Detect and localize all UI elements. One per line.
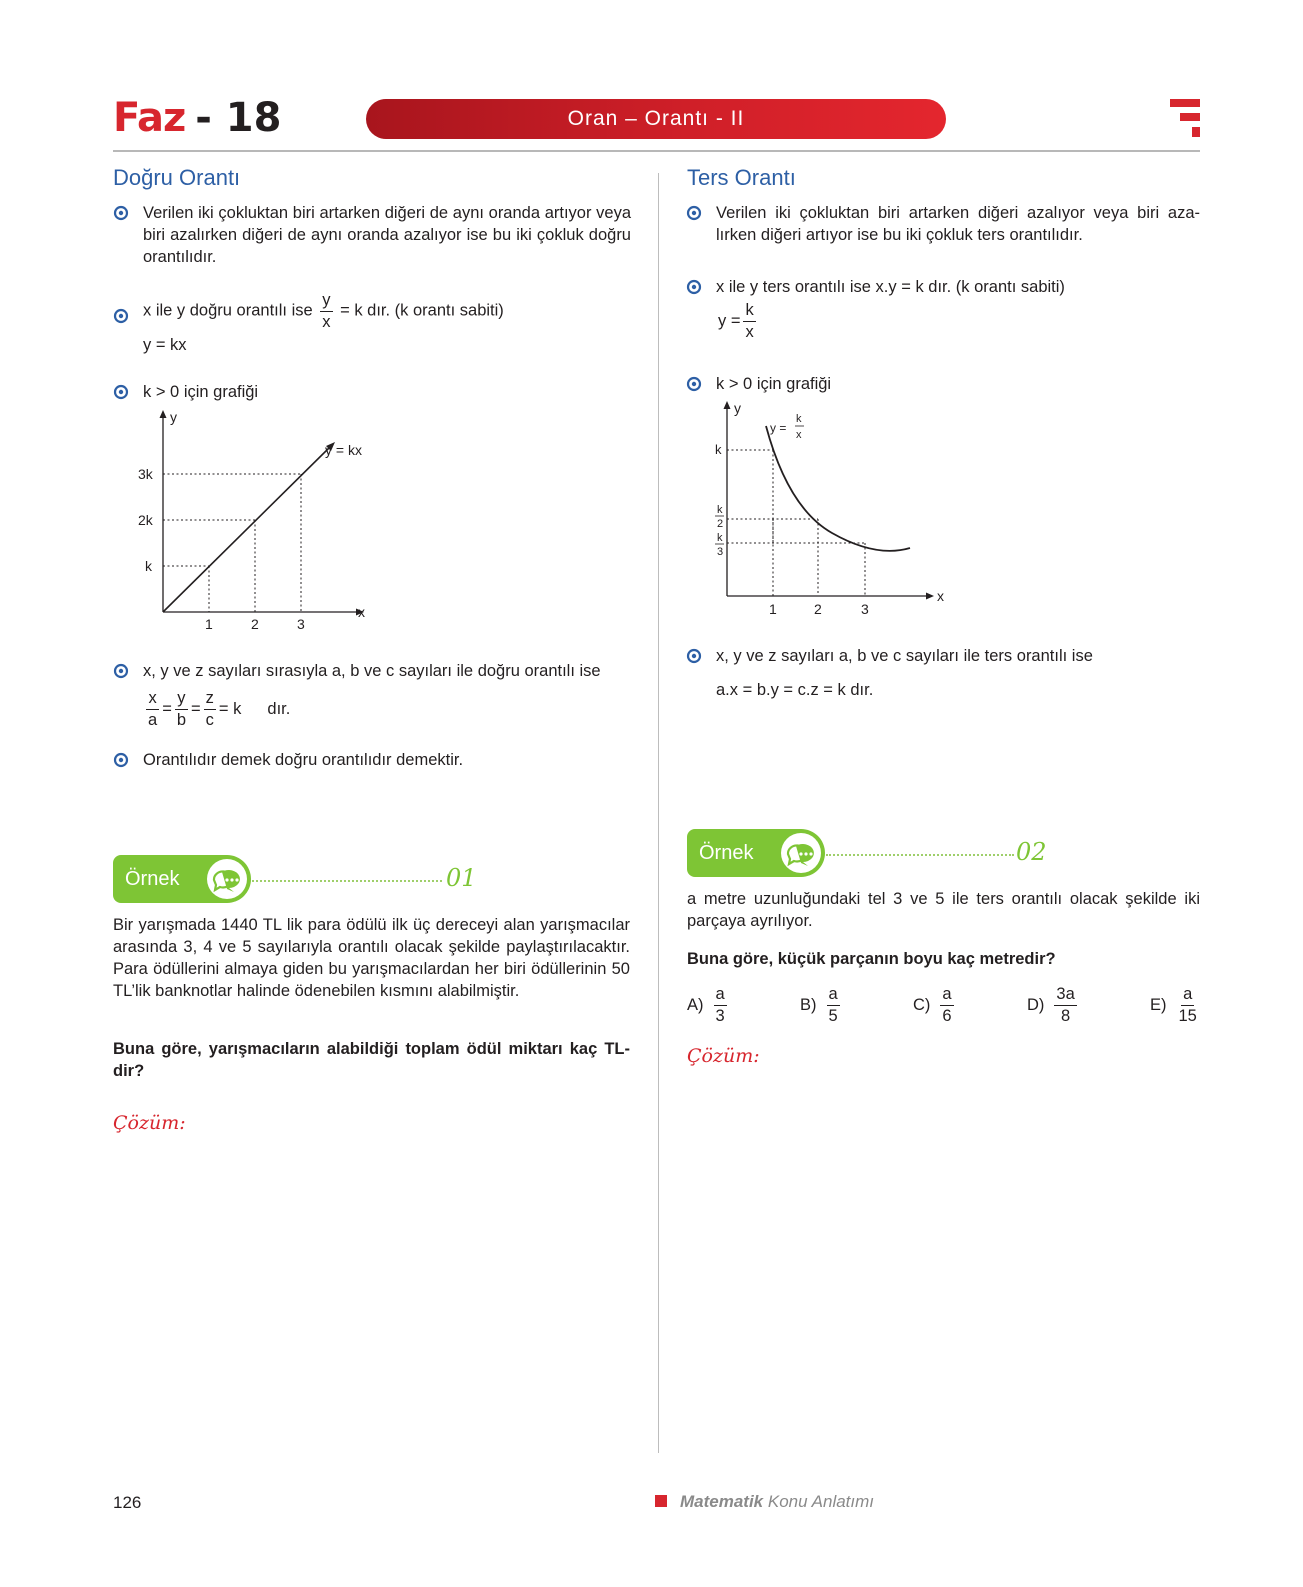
target-bullet-icon bbox=[686, 279, 702, 295]
formula-suffix: = k dır. (k orantı sabiti) bbox=[340, 301, 504, 320]
choice-letter: E) bbox=[1150, 995, 1167, 1014]
equals-sign: = bbox=[191, 700, 201, 718]
bullet-three-inverse: x, y ve z sayıları a, b ve c sayıları ile ters orantılı ise bbox=[716, 647, 1093, 665]
solution-label-01: Çözüm: bbox=[113, 1112, 186, 1134]
fraction-y-over-x: $\frac{y}{x}$ bbox=[322, 291, 331, 331]
x-tick-3: 3 bbox=[861, 601, 869, 617]
dotted-leader bbox=[826, 854, 1014, 856]
example-02-question: Buna göre, küçük parçanın boyu kaç metredir? bbox=[687, 950, 1056, 968]
target-bullet-icon bbox=[113, 752, 129, 768]
choice-d[interactable] bbox=[1027, 986, 1080, 1024]
choice-a[interactable] bbox=[687, 986, 730, 1024]
x-tick-2: 2 bbox=[814, 601, 822, 617]
choice-letter: C) bbox=[913, 995, 931, 1014]
formula-prefix: x ile y doğru orantılı ise bbox=[143, 301, 313, 320]
x-tick-1: 1 bbox=[769, 601, 777, 617]
graph-caption-ters: k > 0 için grafiği bbox=[716, 375, 832, 393]
curve-label: y = bbox=[770, 421, 787, 435]
target-bullet-icon bbox=[113, 205, 129, 221]
choice-c[interactable] bbox=[913, 986, 957, 1024]
section-heading-dogru: Doğru Orantı bbox=[113, 165, 241, 190]
ornek-label: Örnek bbox=[699, 842, 754, 864]
line-label: y = kx bbox=[325, 442, 362, 458]
equals-sign: = bbox=[162, 700, 172, 718]
target-bullet-icon bbox=[686, 205, 702, 221]
target-bullet-icon bbox=[113, 308, 129, 324]
choice-fraction: $\frac{a}{6}$ bbox=[942, 985, 952, 1025]
y-tick-k3-den: 3 bbox=[717, 546, 724, 558]
choice-fraction: $\frac{3a}{8}$ bbox=[1056, 985, 1075, 1025]
x-tick-1: 1 bbox=[205, 616, 213, 632]
inverse-proportion-graph bbox=[700, 398, 960, 620]
example-02-text: a metre uzunluğundaki tel 3 ve 5 ile ters orantılı olacak şekilde iki parçaya ayrılıyor. bbox=[687, 890, 1200, 930]
footer-book-bold: Matematik bbox=[680, 1492, 764, 1511]
choice-fraction: $\frac{a}{3}$ bbox=[715, 985, 725, 1025]
choice-letter: B) bbox=[800, 995, 817, 1014]
ornek-label: Örnek bbox=[125, 868, 180, 890]
y-axis-arrow bbox=[724, 401, 731, 409]
target-bullet-icon bbox=[113, 663, 129, 679]
y-tick-k3-num: k bbox=[717, 532, 723, 544]
ornek-badge-02 bbox=[687, 829, 825, 877]
bullet-three-ratios: x, y ve z sayıları sırasıyla a, b ve c sayıları ile doğru orantılı ise bbox=[143, 662, 601, 680]
formula-lhs: y = bbox=[718, 312, 741, 330]
target-bullet-icon bbox=[686, 648, 702, 664]
y-axis-arrow bbox=[160, 410, 167, 418]
bullet-formula bbox=[143, 292, 643, 330]
fraction-k-over-x: $\frac{k}{x}$ bbox=[745, 301, 754, 341]
y-axis-label: y bbox=[170, 410, 177, 425]
footer-book-title bbox=[680, 1492, 874, 1512]
inverse-equation: a.x = b.y = c.z = k dır. bbox=[716, 681, 874, 699]
example-01-question: Buna göre, yarışmacıların alabildiği toplam ödül miktarı kaç TL-dir? bbox=[113, 1040, 630, 1080]
example-01-text: Bir yarışmada 1440 TL lik para ödülü ilk üç dereceyi alan yarışmacılar arasında 3, 4 ve 5 sayılarıyla orantılı olacak şekilde paylaştırılacaktır. Para ödüllerini almaya giden bu yarışmacılardan her biri ödüllerinin 50 TL’lik banknotlar halinde ödenebilen kısmını alabilmiştir. bbox=[113, 916, 630, 1000]
y-tick-k2-den: 2 bbox=[717, 518, 724, 530]
formula-y-kx: y = kx bbox=[143, 336, 187, 354]
column-divider bbox=[658, 173, 659, 1453]
unit-number: - 18 bbox=[195, 95, 282, 141]
bullet-formula-ters: x ile y ters orantılı ise x.y = k dır. (k orantı sabiti) bbox=[716, 278, 1065, 296]
curve-den: x bbox=[796, 429, 802, 441]
section-heading-ters: Ters Orantı bbox=[687, 165, 796, 190]
formula-y-k-over-x bbox=[718, 302, 759, 340]
solution-label-02: Çözüm: bbox=[687, 1045, 760, 1067]
direct-proportion-graph bbox=[120, 410, 380, 635]
graph-caption: k > 0 için grafiği bbox=[143, 383, 259, 401]
y-tick-k2-num: k bbox=[717, 504, 723, 516]
choice-fraction: $\frac{a}{15}$ bbox=[1178, 985, 1197, 1025]
choice-b[interactable] bbox=[800, 986, 843, 1024]
speech-bubble-icon bbox=[207, 859, 247, 899]
y-tick-2k: 2k bbox=[138, 512, 153, 528]
y-axis-label: y bbox=[734, 400, 741, 416]
y-tick-3k: 3k bbox=[138, 466, 153, 482]
target-bullet-icon bbox=[686, 376, 702, 392]
brand-wordmark: Faz bbox=[113, 95, 186, 141]
bullet-definition-ters: Verilen iki çokluktan biri artarken diğeri azalıyor veya biri aza-lırken diğeri artıyor ise bu iki çokluk ters orantılıdır. bbox=[716, 204, 1200, 244]
dir-suffix: dır. bbox=[267, 700, 291, 718]
ornek-badge-01 bbox=[113, 855, 251, 903]
ornek-number-02: 02 bbox=[1016, 838, 1047, 866]
fraction-z-c: $\frac{z}{c}$ bbox=[205, 689, 214, 729]
x-tick-3: 3 bbox=[297, 616, 305, 632]
footer-square-icon bbox=[655, 1495, 667, 1507]
choice-letter: A) bbox=[687, 995, 704, 1014]
hyperbola-curve bbox=[766, 426, 910, 551]
faz-logo bbox=[113, 96, 281, 140]
choice-letter: D) bbox=[1027, 995, 1045, 1014]
chapter-title-bar bbox=[366, 99, 946, 139]
guide-lines bbox=[727, 450, 865, 596]
y-tick-k: k bbox=[715, 442, 722, 457]
corner-logo-mark bbox=[1170, 99, 1200, 139]
header-divider bbox=[113, 150, 1200, 152]
target-bullet-icon bbox=[113, 384, 129, 400]
choice-fraction: $\frac{a}{5}$ bbox=[828, 985, 838, 1025]
x-axis-label: x bbox=[358, 604, 365, 620]
equals-k: = k bbox=[218, 700, 242, 718]
fraction-y-b: $\frac{y}{b}$ bbox=[176, 689, 187, 729]
ratio-equation bbox=[143, 690, 290, 728]
x-tick-2: 2 bbox=[251, 616, 259, 632]
bullet-note: Orantılıdır demek doğru orantılıdır demektir. bbox=[143, 751, 464, 769]
fraction-x-a: $\frac{x}{a}$ bbox=[148, 689, 158, 729]
bullet-definition: Verilen iki çokluktan biri artarken diğeri de aynı oranda artıyor veya biri azalırken diğeri de aynı oranda azalıyor ise bu iki çokluk doğru orantılıdır. bbox=[143, 204, 631, 266]
ornek-number-01: 01 bbox=[446, 864, 477, 892]
footer-book-rest: Konu Anlatımı bbox=[763, 1492, 875, 1511]
speech-bubble-icon bbox=[781, 833, 821, 873]
x-axis-label: x bbox=[937, 588, 944, 604]
dotted-leader bbox=[252, 880, 442, 882]
page-number: 126 bbox=[113, 1493, 142, 1512]
x-axis-arrow bbox=[926, 593, 934, 600]
line-y-kx bbox=[163, 447, 330, 612]
y-tick-k: k bbox=[145, 558, 152, 574]
choice-e[interactable] bbox=[1150, 986, 1202, 1024]
chapter-title: Oran – Orantı - II bbox=[567, 107, 745, 130]
curve-num: k bbox=[796, 413, 802, 425]
